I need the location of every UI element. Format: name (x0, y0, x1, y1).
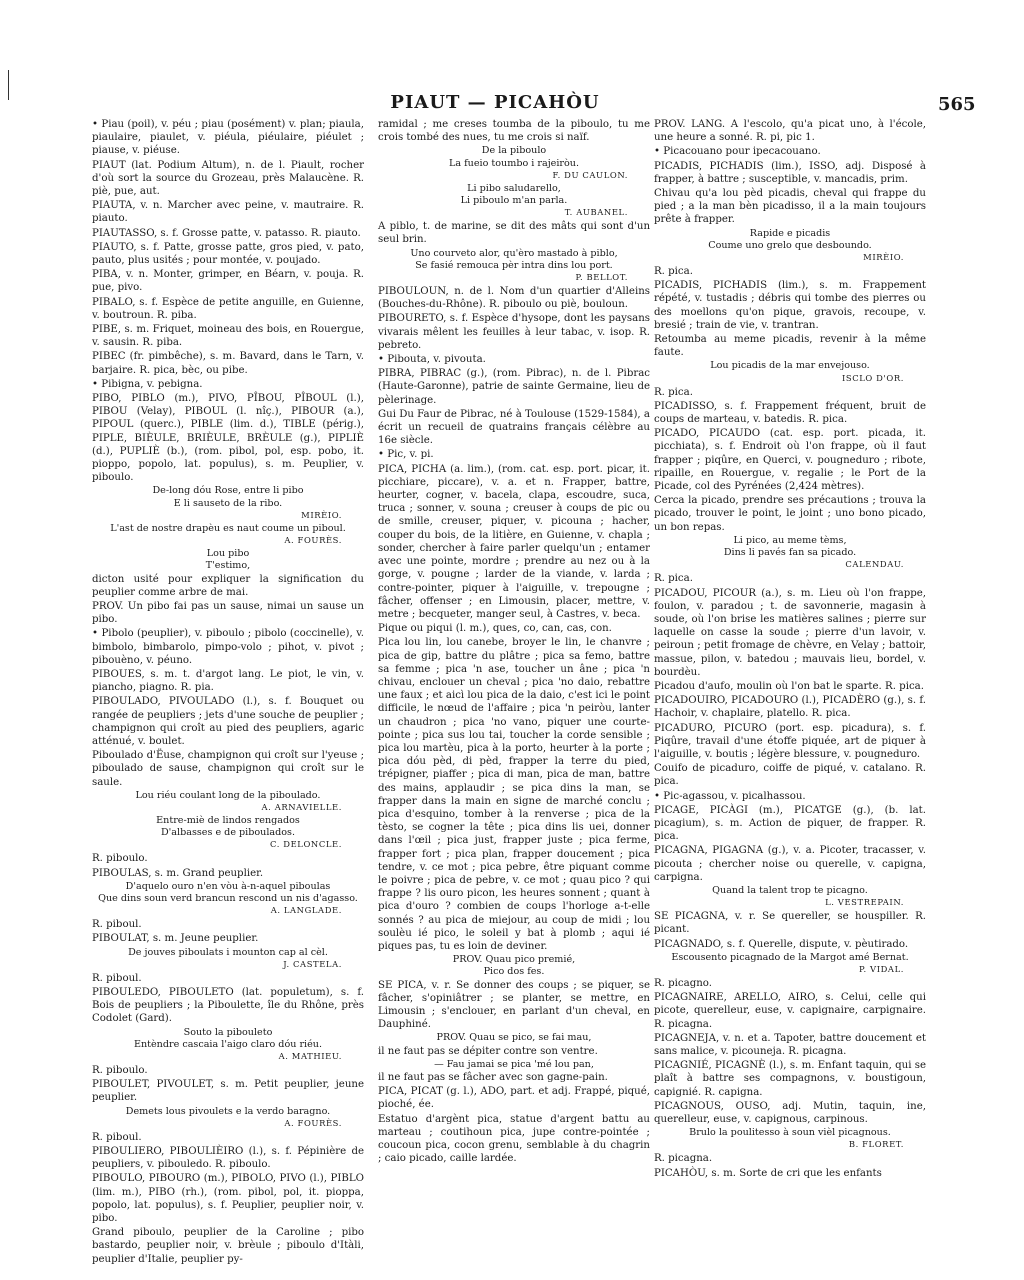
verse-quote: E li sauseto de la ribo. (173, 497, 283, 509)
entry-paragraph: R. piboul. (92, 1131, 142, 1143)
entry-paragraph: PIBEC (fr. pimbêche), s. m. Bavard, dans le Tarn, v. barjaire. R. pica, bèc, ou pibe. (92, 351, 364, 376)
entry-paragraph: R. pica. (654, 573, 693, 585)
entry-paragraph: R. piboul. (92, 972, 142, 984)
verse-quote: Li piboulo m'an parla. (460, 195, 568, 207)
entry-paragraph: PIBO, PIBLO (m.), PIVO, PÎBOU, PÎBOUL (l.), PIBOU (Velay), PIBOUL (l. nîç.), PIBOUR (a.), PIPOUL (querc.), PIBLE (lim. d.), TIBLE (périg.), PIPLE, BIÈULE, BRIÈULE, BRÈULE (g.), PIPLIÈ (d.), PUPLIÈ (b.), (rom. pibol, pol, esp. pobo, it. pioppo, popolo, lat. populus), s. m. Peuplier, v. piboulo. (92, 393, 364, 484)
verse-quote: D'albasses e de piboulados. (160, 827, 296, 839)
entry-paragraph: • Pibouta, v. pivouta. (378, 354, 486, 366)
verse-quote: — Fau jamai se pica 'mé lou pan, (434, 1058, 594, 1070)
entry-paragraph: • Piau (poil), v. péu ; piau (posément) v. plan; piaula, piaulaire, piaulet, v. piéula, piéulaire, piéulet ; piause, v. piéuse. (92, 119, 364, 157)
entry-paragraph: PIAUT (lat. Podium Altum), n. de l. Piault, rocher d'où sort la source du Grozeau, près Malaucène. R. piè, pue, aut. (92, 159, 364, 198)
entry-paragraph: PICAGNAIRE, ARELLO, AIRO, s. Celui, celle qui picote, querelleur, euse, v. capignaire, carpignaire. R. picagna. (654, 992, 926, 1030)
entry-paragraph: • Picacouano pour ipecacouano. (654, 146, 821, 158)
verse-quote: Demets lous pivoulets e la verdo baragno. (125, 1105, 331, 1117)
verse-quote: Que dins soun verd brancun rescond un nis d'agasso. (98, 892, 358, 904)
entry-paragraph: PIBOULEDO, PIBOULETO (lat. populetum), s. f. Bois de peupliers ; la Piboulette, île du Rhône, près Codolet (Gard). (92, 986, 364, 1025)
verse-quote: Escousento picagnado de la Margot amé Bernat. (671, 951, 909, 963)
quote-attribution: J. CASTELA. (283, 958, 342, 969)
verse-quote: PROV. Quau pico premié, (452, 954, 576, 966)
entry-paragraph: R. piboulo. (92, 853, 148, 865)
entry-paragraph: PICAGNIÉ, PICAGNÈ (l.), s. m. Enfant taquin, qui se plaît à battre ses compagnons, v. boustigoun, capignié. R. capigna. (654, 1060, 926, 1098)
entry-paragraph: PICAGE, PICÀGI (m.), PICATGE (g.), (b. lat. picagium), s. m. Action de piquer, de frapper. R. pica. (654, 804, 926, 843)
entry-paragraph: PIBOULAT, s. m. Jeune peuplier. (92, 933, 259, 945)
entry-paragraph: PROV. Un pibo fai pas un sause, nimai un sause un pibo. (92, 600, 364, 626)
entry-paragraph: PIBE, s. m. Friquet, moineau des bois, en Rouergue, v. sausin. R. piba. (92, 324, 364, 349)
entry-paragraph: PICAGNADO, s. f. Querelle, dispute, v. pèutirado. (654, 938, 909, 950)
entry-paragraph: PICADOU, PICOUR (a.), s. m. Lieu où l'on frappe, foulon, v. paradou ; t. de savonnerie, magasin à soude, où l'on brise les matières salines ; pierre sur laquelle on casse la soude ; pierre d'un lavoir, v. peiroun ; petit fromage de chèvre, en Velay ; battoir, massue, pilon, v. batedou ; mauvais lieu, bordel, v. bourdèu. (654, 587, 926, 678)
quote-attribution: CALENDAU. (845, 559, 904, 570)
verse-quote: La fueio toumbo i rajeiròu. (448, 157, 580, 169)
entry-paragraph: PIBOULOUN, n. de l. Nom d'un quartier d'Alleins (Bouches-du-Rhône). R. piboulo ou piè, bouloun. (378, 286, 650, 311)
verse-quote: PROV. Quau se pico, se fai mau, (436, 1032, 592, 1044)
entry-paragraph: Gui Du Faur de Pibrac, né à Toulouse (1529-1584), a écrit un recueil de quatrains français célèbre au 16e siècle. (378, 408, 650, 447)
entry-paragraph: Estatuo d'argènt pica, statue d'argent battu au marteau ; coutihoun pica, jupe contre-pointée ; coucoun pica, cocon grenu, semblable à du chagrin ; caio picado, caille lardée. (378, 1113, 650, 1165)
page-number: 565 (938, 94, 976, 115)
entry-paragraph: PICADOUIRO, PICADOURO (l.), PICADÈRO (g.), s. f. Hachoir, v. chaplaire, platello. R. pica. (654, 695, 926, 720)
quote-attribution: A. FOURÈS. (284, 1117, 342, 1128)
column-1 (92, 118, 364, 1265)
entry-paragraph: PIBOULIERO, PIBOULIÈIRO (l.), s. f. Pépinière de peupliers, v. pibouledo. R. piboulo. (92, 1146, 364, 1171)
quote-attribution: MIRÈIO. (863, 252, 904, 263)
verse-quote: Entre-miè de lindos rengados (156, 814, 300, 826)
entry-paragraph: PICAGNEJA, v. n. et a. Tapoter, battre doucement et sans malice, v. picouneja. R. picagna. (654, 1032, 926, 1057)
entry-paragraph: R. piboul. (92, 919, 142, 931)
column-2 (378, 118, 650, 1208)
quote-attribution: B. FLORET. (848, 1139, 904, 1150)
quote-attribution: A. ARNAVIELLE. (261, 801, 342, 812)
verse-quote: Lou picadis de la mar envejouso. (710, 360, 870, 372)
quote-attribution: C. DELONCLE. (270, 839, 342, 850)
entry-paragraph: PROV. LANG. A l'escolo, qu'a picat uno, à l'école, une heure a sonné. R. pi, pic 1. (654, 119, 926, 144)
quote-attribution: P. VIDAL. (858, 963, 904, 974)
verse-quote: L'ast de nostre drapèu es naut coume un piboul. (110, 522, 346, 534)
quote-attribution: T. AUBANEL. (564, 207, 628, 218)
verse-quote: Li pico, au meme tèms, (733, 534, 847, 546)
entry-paragraph: • Pibigna, v. pebigna. (92, 378, 203, 390)
quote-attribution: L. VESTREPAIN. (825, 897, 904, 908)
verse-quote: Uno courveto alor, qu'èro mastado à piblo, (410, 247, 618, 259)
entry-paragraph: R. picagno. (654, 977, 712, 989)
entry-paragraph: PIBA, v. n. Monter, grimper, en Béarn, v. pouja. R. pue, pivo. (92, 269, 364, 294)
entry-paragraph: • Pibolo (peuplier), v. piboulo ; pibolo (coccinelle), v. bimbolo, bimbarolo, pimpo-volo ; pihot, v. pivot ; pibouèno, v. péuno. (92, 628, 364, 666)
entry-paragraph: Grand piboulo, peuplier de la Caroline ; pibo bastardo, peuplier noir, v. brèule ; piboulo d'Itàli, peuplier d'Italie, peuplier py- (92, 1227, 364, 1265)
entry-paragraph: PICAGNA, PIGAGNA (g.), v. a. Picoter, tracasser, v. picouta ; chercher noise ou querelle, v. capigna, carpigna. (654, 845, 926, 883)
entry-paragraph: SE PICA, v. r. Se donner des coups ; se piquer, se fâcher, s'opiniâtrer ; se planter, se mettre, en Limousin ; s'enclouer, en parlant d'un cheval, en Dauphiné. (378, 979, 650, 1031)
verse-quote: Quand la talent trop te picagno. (712, 884, 868, 896)
entry-paragraph: Pique ou piqui (l. m.), ques, co, can, cas, con. (378, 623, 612, 635)
margin-mark (8, 70, 9, 100)
entry-paragraph: PICADIS, PICHADIS (lim.), s. m. Frappement répété, v. tustadis ; débris qui tombe des pierres ou des moellons qu'on pique, gravois, recoupe, v. bresié ; train de vie, v. trantran. (654, 280, 926, 331)
column-3 (654, 118, 926, 1208)
verse-quote: Rapide e picadis (749, 227, 831, 239)
entry-paragraph: • Pic, v. pi. (378, 449, 434, 461)
verse-quote: Souto la pibouleto (183, 1026, 273, 1038)
entry-paragraph: PICAHÒU, s. m. Sorte de cri que les enfants (654, 1167, 882, 1179)
verse-quote: Dins li pavés fan sa picado. (723, 547, 857, 559)
entry-paragraph: PICADIS, PICHADIS (lim.), ISSO, adj. Disposé à frapper, à battre ; susceptible, v. mancadis, prim. (654, 160, 926, 185)
entry-paragraph: il ne faut pas se fâcher avec son gagne-pain. (378, 1072, 608, 1084)
verse-quote: Se fasié remouca pèr intra dins lou port. (415, 259, 613, 271)
entry-paragraph: Pica lou lin, lou canebe, broyer le lin, le chanvre ; pica de gip, battre du plâtre ; pica sa femo, battre sa femme ; pica 'n ase, toucher un âne ; pica 'n chivau, enclouer un cheval ; pica 'no daio, rebattre une faux ; et aicì lou pica de la daio, c'est ici le point difficile, le nœud de l'affaire ; pica 'n peiròu, lanter un chaudron ; pica 'no vano, piquer une courte-pointe ; pica sus lou tai, toucher la corde sensible ; pica lou martèu, pica à la porto, heurter à la porte ; pica dóu pèd, di pèd, frapper la terre du pied, trépigner, piaffer ; pica di man, pica de man, battre des mains, applaudir ; se pica dins la man, se frapper dans la main en signe de marché conclu ; pica d'esquino, tomber à la renverse ; pica de la tèsto, se cogner la tête ; pica dins lis uei, donner dans l'œil ; pica just, frapper juste ; pica ferme, frapper fort ; pica plan, frapper doucement ; pica tendre, v. ce mot ; pica pebre, être piquant comme le poivre ; pica de pebre, v. ce mot ; quau pico ? qui frappe ? lis ouro picon, les heures sonnent ; quant à pica d'ouro ? combien de coups l'horloge a-t-elle sonnés ? au pica de miejour, au coup de midi ; lou soulèu ié pico, le soleil y bat à plomb ; aqui ié piques pas, tu es loin de deviner. (378, 637, 650, 952)
entry-paragraph: ramidal ; me creses toumba de la piboulo, tu me crois tombé des nues, tu me crois si naïf. (378, 119, 650, 144)
quote-attribution: ISCLO D'OR. (842, 372, 904, 383)
verse-quote: Lou pibo (206, 548, 250, 560)
entry-paragraph: PIBOULADO, PIVOULADO (l.), s. f. Bouquet ou rangée de peupliers ; jets d'une souche de peuplier ; champignon qui croît au pied des peupliers, agaric atténué, v. boulet. (92, 696, 364, 747)
entry-paragraph: PIBOULO, PIBOURO (m.), PIBOLO, PIVO (l.), PIBLO (lim. m.), PIBO (rh.), (rom. pibol, pol, it. pioppa, popolo, lat. populus), s. f. Peuplier, peuplier noir, v. pibo. (92, 1173, 364, 1225)
entry-paragraph: A piblo, t. de marine, se dit des mâts qui sont d'un seul brin. (378, 221, 650, 246)
verse-quote: Entèndre cascaia l'aigo claro dóu riéu. (133, 1038, 323, 1050)
verse-quote: Lou riéu coulant long de la piboulado. (135, 789, 321, 801)
quote-attribution: F. DU CAULON. (552, 169, 628, 180)
entry-paragraph: PIBOUES, s. m. t. d'argot lang. Le piot, le vin, v. piancho, piagno. R. pia. (92, 668, 364, 694)
running-header: PIAUT — PICAHÒU (390, 92, 600, 113)
entry-paragraph: PICA, PICAT (g. l.), ADO, part. et adj. Frappé, piqué, pioché, ée. (378, 1086, 650, 1111)
verse-quote: Brulo la poulitesso à soun vièl picagnous. (689, 1127, 891, 1139)
entry-paragraph: PIBOULAS, s. m. Grand peuplier. (92, 867, 264, 879)
verse-quote: Pico dos fes. (483, 966, 545, 978)
entry-paragraph: Couifo de picaduro, coiffe de piqué, v. catalano. R. pica. (654, 763, 926, 788)
entry-paragraph: PIBALO, s. f. Espèce de petite anguille, en Guienne, v. boutroun. R. piba. (92, 296, 364, 321)
entry-paragraph: R. piboulo. (92, 1065, 148, 1076)
entry-paragraph: R. picagna. (654, 1153, 713, 1165)
entry-paragraph: PICADURO, PICURO (port. esp. picadura), s. f. Piqûre, travail d'une étoffe piquée, art de piquer à l'aiguille, v. boutis ; légère blessure, v. pougneduro. (654, 722, 926, 760)
quote-attribution: MIRÈIO. (301, 509, 342, 520)
entry-paragraph: PIBOULET, PIVOULET, s. m. Petit peuplier, jeune peuplier. (92, 1079, 364, 1104)
entry-paragraph: Piboulado d'Ëuse, champignon qui croît sur l'yeuse ; piboulado de sause, champignon qui croît sur le saule. (92, 750, 364, 788)
entry-paragraph: PICADO, PICAUDO (cat. esp. port. picada, it. picchiata), s. f. Endroit où l'on frappe, où il faut frapper ; piqûre, en Querci, v. pougneduro ; ribote, ripaille, en Rouergue, v. regalie ; le Port de la Picade, col des Pyrénées (2,424 mètres). (654, 428, 926, 493)
verse-quote: Li pibo saludarello, (467, 182, 561, 194)
entry-paragraph: PICAGNOUS, OUSO, adj. Mutin, taquin, ine, querelleur, euse, v. capignous, carpinous. (654, 1100, 926, 1126)
entry-paragraph: R. pica. (654, 386, 693, 398)
verse-quote: D'aquelo ouro n'en vòu à-n-aquel piboulas (125, 880, 331, 892)
entry-paragraph: Retoumba au meme picadis, revenir à la même faute. (654, 334, 926, 359)
quote-attribution: P. BELLOT. (575, 272, 628, 283)
entry-paragraph: PICA, PICHA (a. lim.), (rom. cat. esp. port. picar, it. picchiare, piccare), v. a. et n. Frapper, battre, heurter, cogner, v. bacela, clapa, escoudre, suca, truca ; sonner, v. souna ; creuser à coups de pic ou de smille, creuser, piquer, v. picouna ; hacher, couper du bois, de la litière, en Guienne, v. chapla ; sonder, chercher à faire parler quelqu'un ; entamer avec une pointe, mordre ; prendre au nez ou à la gorge, v. pougne ; larder de la viande, v. larda ; contre-pointer, piquer à l'aiguille, v. trepougne ; fâcher, offenser ; en Limousin, placer, mettre, v. metre ; becqueter, manger seul, à Castres, v. beca. (378, 463, 650, 620)
entry-paragraph: Picadou d'aufo, moulin où l'on bat le sparte. R. pica. (654, 680, 924, 692)
entry-paragraph: il ne faut pas se dépiter contre son ventre. (378, 1045, 598, 1057)
entry-paragraph: SE PICAGNA, v. r. Se quereller, se houspiller. R. picant. (654, 911, 926, 936)
verse-quote: De jouves piboulats i mounton cap al cèl. (128, 946, 328, 958)
entry-paragraph: PIBRA, PIBRAC (g.), (rom. Pibrac), n. de l. Pibrac (Haute-Garonne), patrie de sainte Germaine, lieu de pèlerinage. (378, 368, 650, 406)
quote-attribution: A. LANGLADE. (270, 905, 342, 916)
entry-paragraph: PIAUTASSO, s. f. Grosse patte, v. patasso. R. piauto. (92, 227, 361, 239)
quote-attribution: A. MATHIEU. (278, 1051, 342, 1061)
verse-quote: De-long dóu Rose, entre li pibo (152, 485, 304, 497)
verse-quote: Coume uno grelo que desboundo. (708, 239, 872, 251)
entry-paragraph: Chivau qu'a lou pèd picadis, cheval qui frappe du pied ; a la man bèn picadisso, il a la main toujours prête à frapper. (654, 188, 926, 226)
entry-paragraph: • Pic-agassou, v. picalhassou. (654, 790, 806, 802)
verse-quote: De la piboulo (481, 145, 547, 157)
verse-quote: T'estimo, (205, 560, 251, 572)
quote-attribution: A. FOURÈS. (284, 535, 342, 546)
entry-paragraph: PIAUTA, v. n. Marcher avec peine, v. mautraire. R. piauto. (92, 200, 364, 225)
entry-paragraph: PICADISSO, s. f. Frappement fréquent, bruit de coups de marteau, v. batedis. R. pica. (654, 400, 926, 426)
entry-paragraph: PIAUTO, s. f. Patte, grosse patte, gros pied, v. pato, pauto, plus usités ; pour montée, v. poujado. (92, 241, 364, 267)
entry-paragraph: dicton usité pour expliquer la signification du peuplier comme arbre de mai. (92, 573, 364, 598)
entry-paragraph: Cerca la picado, prendre ses précautions ; trouva la picado, trouver le point, le joint ; uno bono picado, un bon repas. (654, 495, 926, 533)
entry-paragraph: PIBOURETO, s. f. Espèce d'hysope, dont les paysans vivarais mêlent les feuilles à leur tabac, v. isop. R. pebreto. (378, 313, 650, 351)
entry-paragraph: R. pica. (654, 266, 693, 278)
